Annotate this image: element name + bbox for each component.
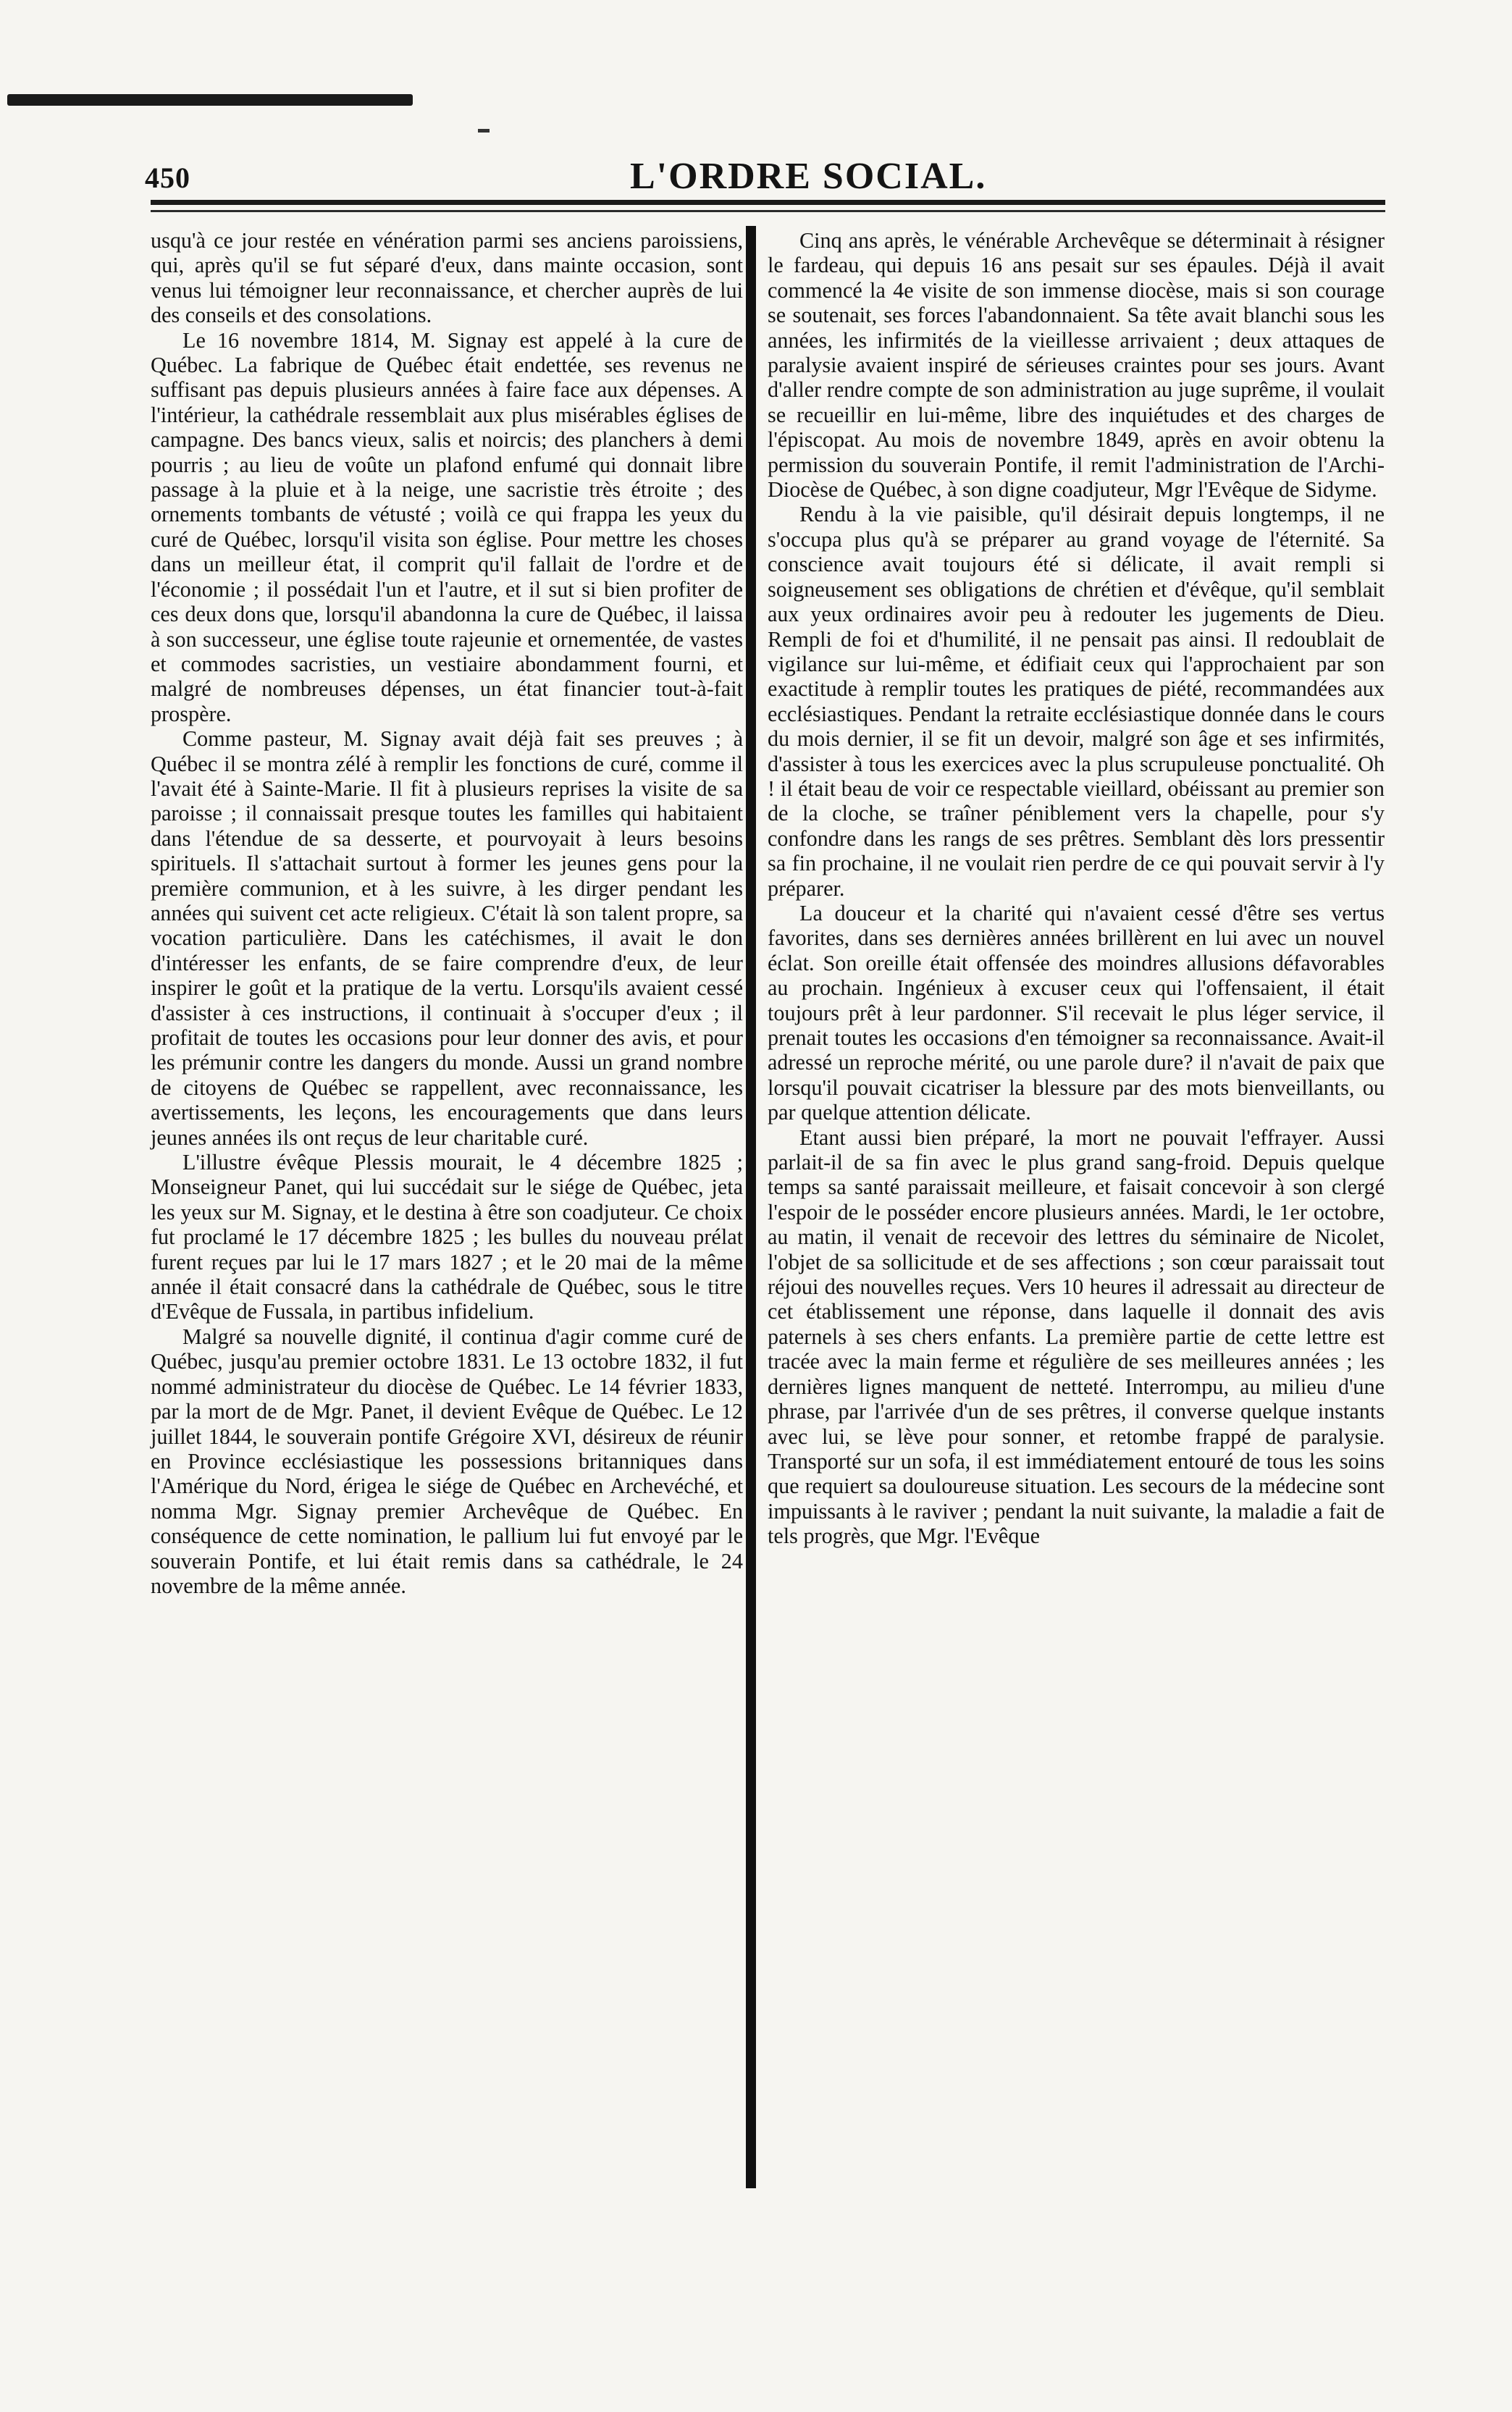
- right-column: [768, 228, 1385, 2183]
- paragraph: Le 16 novembre 1814, M. Signay est appelé à la cure de Québec. La fabrique de Québec était endettée, ses revenus ne suffisant pas depuis plusieurs années à faire face aux dépenses. A l'intérieur, la cathédrale ressemblait aux plus misérables églises de campagne. Des bancs vieux, salis et noircis; des planchers à demi pourris ; au lieu de voûte un plafond enfumé qui donnait libre passage à la pluie et à la neige, une sacristie très étroite ; des ornements tombants de vétusté ; voilà ce qui frappa les yeux du curé de Québec, lorsqu'il visita son église. Pour mettre les choses dans un meilleur état, il comprit qu'il fallait de l'ordre et de l'économie ; il possédait l'un et l'autre, et il sut si bien profiter de ces deux dons que, lorsqu'il abandonna la cure de Québec, il laissa à son successeur, une église toute rajeunie et ornementée, de vastes et commodes sacristies, un vestiaire abondamment fourni, et malgré de nombreuses dépenses, un état financier tout-à-fait prospère.: [151, 327, 743, 726]
- header-rule-thin: [151, 210, 1385, 212]
- ink-mark: [478, 129, 490, 133]
- paragraph: Cinq ans après, le vénérable Archevêque se déterminait à résigner le fardeau, qui depuis 16 ans pesait sur ses épaules. Déjà il avait commencé la 4e visite de son immense diocèse, mais si son courage se soutenait, ses forces l'abandonnaient. Sa tête avait blanchi sous les années, les infirmités de la vieillesse arrivaient ; deux attaques de paralysie avaient inspiré de sérieuses craintes pour ses jours. Avant d'aller rendre compte de son administration au juge suprême, il voulait se recueillir en lui-même, libre des inquiétudes et des charges de l'épiscopat. Au mois de novembre 1849, après en avoir obtenu la permission du souverain Pontife, il remit l'administration de l'Archi-Diocèse de Québec, à son digne coadjuteur, Mgr l'Evêque de Sidyme.: [768, 228, 1385, 503]
- paragraph: Malgré sa nouvelle dignité, il continua d'agir comme curé de Québec, jusqu'au premier octobre 1831. Le 13 octobre 1832, il fut nommé administrateur du diocèse de Québec. Le 14 février 1833, par la mort de de Mgr. Panet, il devient Evêque de Québec. Le 12 juillet 1844, le souverain pontife Grégoire XVI, désireux de réunir en Province ecclésiastique les possessions britanniques dans l'Amérique du Nord, érigea le siége de Québec en Archevéché, et nomma Mgr. Signay premier Archevêque de Québec. En conséquence de cette nomination, le pallium lui fut envoyé par le souverain Pontife, et lui était remis dans sa cathédrale, le 24 novembre de la même année.: [151, 1324, 743, 1598]
- running-title: L'ORDRE SOCIAL.: [630, 156, 987, 197]
- top-rule: [7, 94, 413, 106]
- paragraph: Rendu à la vie paisible, qu'il désirait depuis longtemps, il ne s'occupa plus qu'à se préparer au grand voyage de l'éternité. Sa conscience avait toujours été si délicate, il avait rempli si soigneusement ses obligations de chrétien et d'évêque, qu'il semblait aux yeux ordinaires avoir peu à redouter les jugements de Dieu. Rempli de foi et d'humilité, il ne pensait pas ainsi. Il redoublait de vigilance sur lui-même, et édifiait ceux qui l'approchaient par son exactitude à remplir toutes les pratiques de piété, recommandées aux ecclésiastiques. Pendant la retraite ecclésiastique donnée dans le cours du mois dernier, il se fit un devoir, malgré son âge et ses infirmités, d'assister à tous les exercices avec la plus scrupuleuse ponctualité. Oh ! il était beau de voir ce respectable vieillard, obéissant au premier son de la cloche, se traîner péniblement vers la chapelle, pour s'y confondre dans les rangs de ses prêtres. Semblant dès lors pressentir sa fin prochaine, il ne voulait rien perdre de ce qui pouvait servir à l'y préparer.: [768, 502, 1385, 901]
- paragraph: La douceur et la charité qui n'avaient cessé d'être ses vertus favorites, dans ses dernières années brillèrent en lui avec un nouvel éclat. Son oreille était offensée des moindres allusions défavorables au prochain. Ingénieux à excuser ceux qui l'offensaient, il était toujours prêt à leur pardonner. S'il recevait le plus léger service, il prenait toutes les occasions d'en témoigner sa reconnaissance. Avait-il adressé un reproche mérité, ou une parole dure? il n'avait de paix que lorsqu'il pouvait cicatriser la blessure par des mots bienveillants, ou par quelque attention délicate.: [768, 900, 1385, 1125]
- left-column: [151, 228, 743, 2183]
- column-divider: [746, 226, 756, 2188]
- header-rule: [151, 200, 1385, 205]
- paragraph: Etant aussi bien préparé, la mort ne pouvait l'effrayer. Aussi parlait-il de sa fin avec le plus grand sang-froid. Depuis quelque temps sa santé paraissait meilleure, et faisait concevoir à son clergé l'espoir de le posséder encore plusieurs années. Mardi, le 1er octobre, au matin, il venait de recevoir des lettres du séminaire de Nicolet, l'objet de sa sollicitude et de ses affections ; son cœur paraissait tout réjoui des nouvelles reçues. Vers 10 heures il adressait au directeur de cet établissement une réponse, dans laquelle il donnait des avis paternels à ses chers enfants. La première partie de cette lettre est tracée avec la main ferme et régulière de ses meilleures années ; les dernières lignes manquent de netteté. Interrompu, au milieu d'une phrase, par l'arrivée d'un de ses prêtres, il converse quelque instants avec lui, se lève pour sonner, et retombe frappé de paralysie. Transporté sur un sofa, il est immédiatement entouré de tous les soins que requiert sa douloureuse situation. Les secours de la médecine sont impuissants à le raviver ; pendant la nuit suivante, la maladie a fait de tels progrès, que Mgr. l'Evêque: [768, 1125, 1385, 1549]
- paragraph: usqu'à ce jour restée en vénération parmi ses anciens paroissiens, qui, après qu'il se fut séparé d'eux, dans mainte occasion, sont venus lui témoigner leur reconnaissance, et chercher auprès de lui des conseils et des consolations.: [151, 228, 743, 328]
- page-number: 450: [145, 161, 190, 194]
- paragraph: Comme pasteur, M. Signay avait déjà fait ses preuves ; à Québec il se montra zélé à remplir les fonctions de curé, comme il l'avait été à Sainte-Marie. Il fit à plusieurs reprises la visite de sa paroisse ; il connaissait presque toutes les familles qui habitaient dans l'étendue de sa desserte, et pourvoyait à leurs besoins spirituels. Il s'attachait surtout à former les jeunes gens pour la première communion, et à les suivre, à les dirger pendant les années qui suivent cet acte religieux. C'était là son talent propre, sa vocation particulière. Dans les catéchismes, il avait le don d'intéresser les enfants, de se faire comprendre d'eux, de leur inspirer le goût et la pratique de la vertu. Lorsqu'ils avaient cessé d'assister à ces instructions, il continuait à s'occuper d'eux ; il profitait de toutes les occasions pour leur donner des avis, et pour les prémunir contre les dangers du monde. Aussi un grand nombre de citoyens de Québec se rappellent, avec reconnaissance, les avertissements, les leçons, les encouragements que dans leurs jeunes années ils ont reçus de leur charitable curé.: [151, 726, 743, 1150]
- paragraph: L'illustre évêque Plessis mourait, le 4 décembre 1825 ; Monseigneur Panet, qui lui succédait sur le siége de Québec, jeta les yeux sur M. Signay, et le destina à être son coadjuteur. Ce choix fut proclamé le 17 décembre 1825 ; les bulles du nouveau prélat furent reçues par lui le 17 mars 1827 ; et le 20 mai de la même année il était consacré dans la cathédrale de Québec, sous le titre d'Evêque de Fussala, in partibus infidelium.: [151, 1150, 743, 1324]
